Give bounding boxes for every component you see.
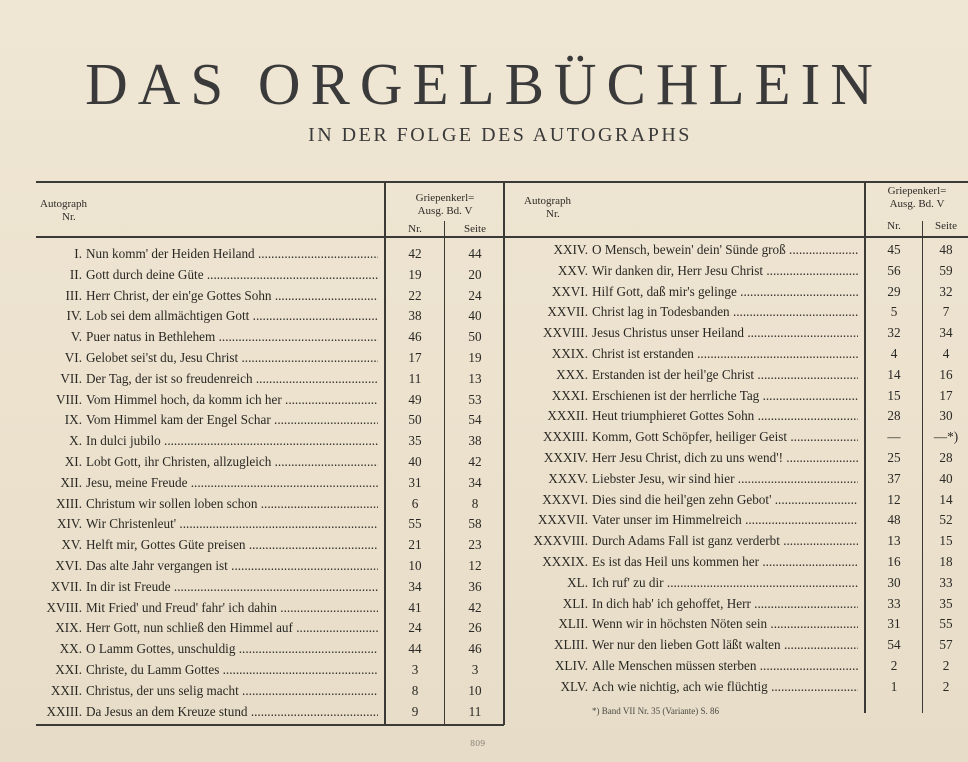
griepenkerl-nr: 55	[408, 516, 422, 532]
autograph-number: XXXIV.	[543, 450, 588, 465]
griepenkerl-nr: 28	[887, 408, 901, 424]
autograph-number: XLV.	[560, 678, 588, 694]
chorale-title: Christ ist erstanden .....	[592, 346, 858, 362]
griepenkerl-seite: 57	[939, 637, 953, 653]
autograph-number: XXII.	[50, 682, 82, 698]
griepenkerl-nr: 4	[890, 346, 898, 361]
table-row	[0, 637, 968, 657]
chorale-title: Christe, du Lamm Gottes .....	[86, 662, 378, 678]
griepenkerl-seite: 13	[468, 370, 482, 386]
autograph-number: II.	[69, 266, 82, 282]
chorale-title: Alle Menschen müssen sterben .....	[592, 658, 858, 674]
chorale-title: Herr Gott, nun schließ den Himmel auf .....	[86, 620, 378, 636]
griepenkerl-nr: 46	[408, 329, 422, 345]
griepenkerl-seite: 23	[468, 537, 482, 553]
chorale-title: Jesu, meine Freude .....	[86, 475, 378, 491]
griepenkerl-nr: 44	[408, 641, 422, 657]
griepenkerl-seite: 54	[468, 412, 482, 428]
griepenkerl-nr: 32	[887, 325, 901, 341]
griepenkerl-seite: 14	[939, 491, 953, 507]
chorale-title: Christum wir sollen loben schon .....	[86, 496, 378, 512]
griepenkerl-seite: 7	[942, 304, 950, 320]
griepenkerl-nr: 31	[408, 474, 422, 490]
griepenkerl-nr: 37	[887, 470, 901, 486]
chorale-title: Mit Fried' und Freud' fahr' ich dahin .....	[86, 600, 378, 616]
chorale-title: Liebster Jesu, wir sind hier .....	[592, 471, 858, 487]
chorale-title: In dulci jubilo .....	[86, 433, 378, 449]
chorale-title: Wenn wir in höchsten Nöten sein .....	[592, 616, 858, 632]
table-row	[0, 263, 968, 283]
griepenkerl-seite: 17	[939, 387, 953, 403]
griepenkerl-seite: 34	[468, 474, 482, 490]
table-row	[0, 304, 968, 324]
chorale-title: Gott durch deine Güte .....	[86, 267, 378, 283]
griepenkerl-seite: 28	[939, 450, 953, 465]
autograph-number: XVI.	[55, 558, 82, 573]
chorale-title: Dies sind die heil'gen zehn Gebot' .....	[592, 492, 858, 508]
chorale-title: Das alte Jahr vergangen ist .....	[86, 558, 378, 574]
chorale-title: Herr Christ, der ein'ge Gottes Sohn .....	[86, 288, 378, 304]
griepenkerl-seite: 10	[468, 682, 482, 698]
griepenkerl-nr: 11	[408, 370, 422, 386]
griepenkerl-seite: 40	[468, 308, 482, 324]
chorale-title: Helft mir, Gottes Güte preisen .....	[86, 537, 378, 553]
autograph-number: XXVII.	[547, 304, 588, 320]
griepenkerl-nr: 25	[887, 450, 901, 465]
autograph-number: X.	[69, 433, 82, 449]
header-autograph-label: Autograph	[40, 198, 88, 210]
autograph-number: XLIII.	[553, 637, 588, 653]
autograph-number: XIX.	[55, 620, 82, 636]
header-autograph-left	[40, 198, 87, 224]
header-ausgabe-label: Ausg. Bd. V	[889, 198, 945, 210]
griepenkerl-nr: 2	[890, 658, 898, 673]
table-top-rule	[36, 181, 968, 183]
table-row	[0, 388, 968, 408]
chorale-title: Christus, der uns selig macht .....	[86, 683, 378, 699]
chorale-title: Durch Adams Fall ist ganz verderbt .....	[592, 533, 858, 549]
chorale-title: Vom Himmel kam der Engel Schar .....	[86, 412, 378, 428]
autograph-number: XIII.	[56, 495, 82, 511]
griepenkerl-nr: 54	[887, 637, 901, 653]
header-autograph-label: Autograph	[524, 195, 572, 207]
chorale-title: Lobt Gott, ihr Christen, allzugleich .....	[86, 454, 378, 470]
griepenkerl-nr: 22	[408, 287, 422, 303]
autograph-number: XLI.	[562, 595, 588, 611]
autograph-number: XXXVI.	[542, 491, 588, 507]
griepenkerl-seite: 20	[468, 266, 482, 282]
autograph-number: XX.	[59, 641, 82, 657]
autograph-number: XXVIII.	[542, 325, 588, 341]
autograph-number: XXIX.	[551, 346, 588, 361]
autograph-number: XLIV.	[554, 658, 588, 673]
griepenkerl-seite: 44	[468, 246, 482, 261]
table-row	[0, 596, 968, 616]
griepenkerl-seite: 50	[468, 329, 482, 345]
table-row	[0, 408, 968, 428]
autograph-number: XL.	[567, 574, 588, 590]
autograph-number: XXXII.	[547, 408, 588, 424]
griepenkerl-seite: 2	[942, 658, 950, 673]
chorale-title: Nun komm' der Heiden Heiland .....	[86, 246, 378, 262]
header-griepenkerl-left	[386, 192, 504, 218]
table-row	[0, 284, 968, 304]
chorale-title: Es ist das Heil uns kommen her .....	[592, 554, 858, 570]
chorale-title: Da Jesus an dem Kreuze stund .....	[86, 704, 378, 720]
griepenkerl-nr: 14	[887, 366, 901, 382]
griepenkerl-nr: 48	[887, 512, 901, 528]
header-griepenkerl-label: Griepenkerl=	[415, 192, 475, 204]
table-bottom-rule	[36, 724, 504, 726]
header-autograph-right	[524, 195, 571, 221]
table-row	[0, 533, 968, 553]
griepenkerl-seite: 4	[942, 346, 950, 361]
griepenkerl-seite: 59	[939, 262, 953, 278]
header-col-nr-right: Nr.	[887, 220, 901, 232]
table-row	[0, 512, 968, 532]
header-nr-label: Nr.	[62, 211, 76, 223]
chorale-title: Der Tag, der ist so freudenreich .....	[86, 371, 378, 387]
autograph-number: VIII.	[56, 391, 82, 407]
autograph-number: XIV.	[56, 516, 82, 532]
griepenkerl-seite: 33	[939, 574, 953, 590]
griepenkerl-seite: 46	[468, 641, 482, 657]
table-row	[0, 471, 968, 491]
autograph-number: VII.	[60, 370, 82, 386]
griepenkerl-nr: 19	[408, 266, 422, 282]
griepenkerl-seite: 2	[942, 678, 950, 694]
table-row	[0, 616, 968, 636]
griepenkerl-nr: 56	[887, 262, 901, 278]
griepenkerl-seite: 12	[468, 558, 482, 573]
chorale-title: Erstanden ist der heil'ge Christ .....	[592, 367, 858, 383]
table-row	[0, 242, 968, 262]
griepenkerl-nr: 15	[887, 387, 901, 403]
griepenkerl-seite: 35	[939, 595, 953, 611]
griepenkerl-seite: 11	[468, 703, 482, 719]
chorale-title: Komm, Gott Schöpfer, heiliger Geist .....	[592, 429, 858, 445]
griepenkerl-nr: 38	[408, 308, 422, 324]
header-griepenkerl-right	[866, 185, 968, 211]
autograph-number: XXI.	[55, 662, 82, 677]
griepenkerl-seite: 8	[471, 495, 479, 511]
autograph-number: XII.	[60, 474, 82, 490]
griepenkerl-nr: 12	[887, 491, 901, 507]
page-number: 809	[470, 739, 486, 748]
griepenkerl-nr: 24	[408, 620, 422, 636]
table-row	[0, 492, 968, 512]
autograph-number: XXXVIII.	[533, 533, 588, 549]
chorale-title: Puer natus in Bethlehem .....	[86, 329, 378, 345]
griepenkerl-seite: 42	[468, 599, 482, 615]
header-ausgabe-label: Ausg. Bd. V	[417, 205, 473, 217]
griepenkerl-seite: 19	[468, 350, 482, 365]
griepenkerl-nr: 42	[408, 246, 422, 261]
griepenkerl-seite: —*)	[933, 429, 959, 445]
chorale-title: Jesus Christus unser Heiland .....	[592, 325, 858, 341]
table-row	[0, 575, 968, 595]
autograph-number: XXXI.	[551, 387, 588, 403]
header-bottom-rule	[36, 236, 968, 238]
autograph-number: XVII.	[50, 578, 82, 594]
griepenkerl-nr: 34	[408, 578, 422, 594]
griepenkerl-seite: 32	[939, 283, 953, 299]
table-row	[0, 554, 968, 574]
chorale-title: O Mensch, bewein' dein' Sünde groß .....	[592, 242, 858, 258]
griepenkerl-nr: 21	[408, 537, 422, 553]
griepenkerl-nr: 10	[408, 558, 422, 573]
table-row	[0, 429, 968, 449]
chorale-title: In dir ist Freude .....	[86, 579, 378, 595]
chorale-title: Hilf Gott, daß mir's gelinge .....	[592, 284, 858, 300]
griepenkerl-nr: 30	[887, 574, 901, 590]
griepenkerl-nr: 17	[408, 350, 422, 365]
table-row	[0, 658, 968, 678]
griepenkerl-nr: 16	[887, 554, 901, 569]
page-title: DAS ORGELBÜCHLEIN	[85, 51, 883, 117]
griepenkerl-seite: 24	[468, 287, 482, 303]
griepenkerl-nr: 8	[411, 682, 419, 698]
griepenkerl-seite: 58	[468, 516, 482, 532]
chorale-title: Ich ruf' zu dir .....	[592, 575, 858, 591]
autograph-number: XXX.	[556, 366, 588, 382]
chorale-title: Wir danken dir, Herr Jesu Christ .....	[592, 263, 858, 279]
griepenkerl-nr: 29	[887, 283, 901, 299]
chorale-title: Erschienen ist der herrliche Tag .....	[592, 388, 858, 404]
griepenkerl-nr: 45	[887, 242, 901, 257]
griepenkerl-seite: 34	[939, 325, 953, 341]
griepenkerl-nr: —	[887, 429, 901, 445]
griepenkerl-nr: 41	[408, 599, 422, 615]
griepenkerl-seite: 26	[468, 620, 482, 636]
header-col-seite-right: Seite	[935, 220, 957, 232]
griepenkerl-seite: 3	[471, 662, 479, 677]
griepenkerl-nr: 5	[890, 304, 898, 320]
header-col-nr-left: Nr.	[408, 223, 422, 235]
griepenkerl-seite: 55	[939, 616, 953, 632]
griepenkerl-nr: 31	[887, 616, 901, 632]
chorale-title: Wer nur den lieben Gott läßt walten .....	[592, 637, 858, 653]
chorale-title: Christ lag in Todesbanden .....	[592, 304, 858, 320]
griepenkerl-seite: 53	[468, 391, 482, 407]
header-nr-label: Nr.	[546, 208, 560, 220]
chorale-title: Wir Christenleut' .....	[86, 516, 378, 532]
chorale-title: O Lamm Gottes, unschuldig .....	[86, 641, 378, 657]
autograph-number: I.	[74, 246, 82, 261]
chorale-title: Herr Jesu Christ, dich zu uns wend'! .....	[592, 450, 858, 466]
griepenkerl-seite: 48	[939, 242, 953, 257]
griepenkerl-seite: 36	[468, 578, 482, 594]
griepenkerl-seite: 30	[939, 408, 953, 424]
griepenkerl-nr: 33	[887, 595, 901, 611]
griepenkerl-seite: 16	[939, 366, 953, 382]
table-row	[0, 704, 968, 724]
autograph-number: XXIII.	[46, 703, 82, 719]
griepenkerl-nr: 49	[408, 391, 422, 407]
autograph-number: XV.	[61, 537, 82, 553]
autograph-number: XXXIII.	[542, 429, 588, 445]
chorale-title: Gelobet sei'st du, Jesu Christ .....	[86, 350, 378, 366]
chorale-title: Vater unser im Himmelreich .....	[592, 512, 858, 528]
griepenkerl-nr: 40	[408, 454, 422, 469]
chorale-title: Heut triumphieret Gottes Sohn .....	[592, 408, 858, 424]
table-row	[0, 679, 968, 699]
griepenkerl-seite: 18	[939, 554, 953, 569]
chorale-title: Vom Himmel hoch, da komm ich her .....	[86, 392, 378, 408]
griepenkerl-nr: 9	[411, 703, 419, 719]
autograph-number: XLII.	[558, 616, 588, 632]
page-subtitle: IN DER FOLGE DES AUTOGRAPHS	[308, 124, 692, 146]
autograph-number: IX.	[64, 412, 82, 428]
footnote: *) Band VII Nr. 35 (Variante) S. 86	[592, 706, 720, 716]
autograph-number: VI.	[64, 350, 82, 365]
griepenkerl-seite: 15	[939, 533, 953, 549]
autograph-number: III.	[65, 287, 82, 303]
autograph-number: XI.	[64, 454, 82, 469]
griepenkerl-nr: 35	[408, 433, 422, 449]
griepenkerl-seite: 40	[939, 470, 953, 486]
autograph-number: XXIV.	[553, 242, 588, 257]
griepenkerl-nr: 3	[411, 662, 419, 677]
autograph-number: XXV.	[557, 262, 588, 278]
table-row	[0, 367, 968, 387]
table-row	[0, 450, 968, 470]
griepenkerl-nr: 13	[887, 533, 901, 549]
autograph-number: XXXV.	[548, 470, 588, 486]
header-griepenkerl-label: Griepenkerl=	[887, 185, 947, 197]
autograph-number: XXXIX.	[542, 554, 588, 569]
griepenkerl-nr: 1	[890, 678, 898, 694]
chorale-title: Lob sei dem allmächtigen Gott .....	[86, 308, 378, 324]
table-row	[0, 325, 968, 345]
autograph-number: V.	[70, 329, 82, 345]
chorale-title: Ach wie nichtig, ach wie flüchtig .....	[592, 679, 858, 695]
table-row	[0, 346, 968, 366]
griepenkerl-nr: 6	[411, 495, 419, 511]
chorale-title: In dich hab' ich gehoffet, Herr .....	[592, 596, 858, 612]
autograph-number: XXXVII.	[537, 512, 588, 528]
autograph-number: XVIII.	[46, 599, 82, 615]
autograph-number: XXVI.	[551, 283, 588, 299]
autograph-number: IV.	[66, 308, 82, 324]
griepenkerl-seite: 42	[468, 454, 482, 469]
griepenkerl-seite: 38	[468, 433, 482, 449]
griepenkerl-nr: 50	[408, 412, 422, 428]
header-col-seite-left: Seite	[464, 223, 486, 235]
griepenkerl-seite: 52	[939, 512, 953, 528]
